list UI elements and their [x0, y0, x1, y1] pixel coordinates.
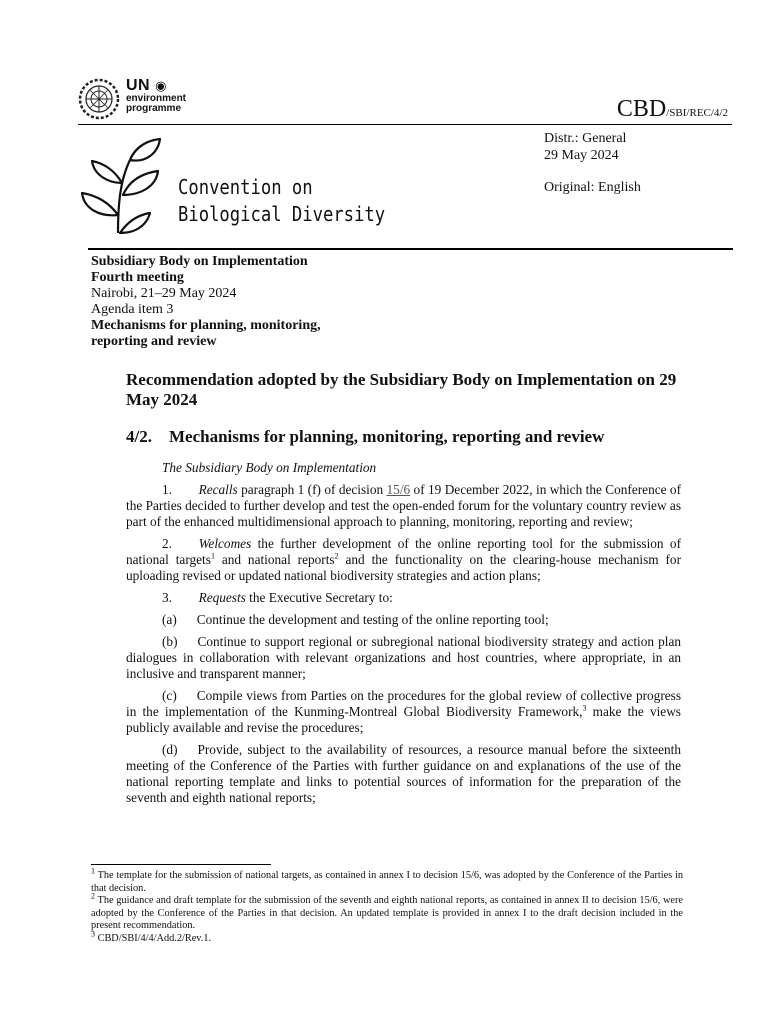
subpara-text: Provide, subject to the availability of resources, a resource manual before the sixteenth meeting of the Conference of the Parties with further guidance on and explanations of the use of the national reporting template and links to potential sources of information for the preparation of the seventh and eighth national reports; — [126, 742, 681, 805]
subparagraph-a — [126, 612, 681, 628]
para-text: the further development of the online reporting tool for the submission of national targets — [126, 536, 681, 567]
subpara-label: (a) — [162, 612, 177, 627]
footnote-2 — [91, 891, 683, 933]
subpara-label: (d) — [162, 742, 178, 757]
operative-verb: Requests — [198, 590, 246, 605]
para-number: 3. — [162, 590, 172, 605]
header-rule-top — [78, 124, 732, 125]
footnote-number: 2 — [91, 891, 95, 901]
paragraph-1 — [126, 482, 681, 530]
decision-link[interactable]: 15/6 — [386, 482, 411, 497]
cbd-name — [178, 174, 385, 228]
document-symbol — [617, 96, 728, 123]
header-rule-main — [88, 248, 733, 250]
cbd-name-line1: Convention on — [178, 175, 313, 199]
para-text: paragraph 1 (f) of decision — [237, 482, 387, 497]
cbd-plant-logo-icon — [78, 135, 168, 235]
recommendation-heading: 4/2. Mechanisms for planning, monitoring, reporting and review — [126, 427, 605, 446]
footnote-number: 1 — [91, 866, 95, 876]
footnote-ref[interactable]: 1 — [210, 551, 215, 561]
footnote-text: CBD/SBI/4/4/Add.2/Rev.1. — [95, 932, 212, 944]
agenda-item: Agenda item 3 — [91, 302, 174, 317]
para-number: 1. — [162, 482, 172, 497]
page-title: Recommendation adopted by the Subsidiary Body on Implementation on 29 May 2024 — [126, 370, 677, 409]
recommendation-body — [126, 460, 681, 812]
original-language: Original: English — [544, 180, 641, 195]
subpara-label: (b) — [162, 634, 178, 649]
subpara-text: make the views publicly available and revise the procedures; — [126, 704, 681, 735]
para-number: 2. — [162, 536, 172, 551]
cbd-name-line2: Biological Diversity — [178, 202, 386, 226]
agenda-title-line2: reporting and review — [91, 334, 217, 349]
footnote-separator — [91, 864, 271, 865]
footnote-ref[interactable]: 3 — [582, 703, 587, 713]
subpara-text: Continue to support regional or subregional national biodiversity strategy and action plan dialogues in collaboration with relevant organizations and host countries, where appropriate, in an inclusive and transparent manner; — [126, 634, 681, 681]
para-text: and national reports — [214, 552, 335, 567]
footnote-text: The template for the submission of national targets, as contained in annex I to decision 15/6, was adopted by the Conference of the Parties in that decision. — [91, 870, 683, 894]
subparagraph-d — [126, 742, 681, 806]
para-text: of 19 December 2022, in which the Conference of the Parties decided to further develop and test the open-ended forum for the voluntary country review as part of the enhanced multidimensional approach to planning, monitoring, reporting and review; — [126, 482, 681, 529]
distribution-info — [544, 130, 626, 164]
subpara-text: Compile views from Parties on the procedures for the global review of collective progress in the implementation of the Kunming-Montreal Global Biodiversity Framework, — [126, 688, 681, 719]
para-text: and the functionality on the clearing-house mechanism for uploading revised or updated national biodiversity strategies and action plans; — [126, 552, 681, 583]
symbol-main: CBD — [616, 96, 667, 122]
subparagraph-c — [126, 688, 681, 736]
un-logo-line2: environment — [126, 93, 187, 104]
un-logo-line3: programme — [126, 103, 182, 114]
subparagraph-b — [126, 634, 681, 682]
subpara-text: Continue the development and testing of the online reporting tool; — [196, 612, 549, 627]
distr-label: Distr.: General — [544, 131, 627, 146]
operative-verb: Recalls — [198, 482, 238, 497]
agenda-title-line1: Mechanisms for planning, monitoring, — [91, 318, 321, 333]
symbol-sub: /SBI/REC/4/2 — [666, 107, 728, 119]
operative-verb: Welcomes — [198, 536, 252, 551]
unep-logo-text — [126, 78, 186, 114]
preamble: The Subsidiary Body on Implementation — [162, 460, 377, 475]
meeting-session: Fourth meeting — [91, 270, 184, 285]
meeting-place-date: Nairobi, 21–29 May 2024 — [91, 286, 237, 301]
paragraph-2 — [126, 536, 681, 584]
para-text: the Executive Secretary to: — [245, 590, 393, 605]
footnote-ref[interactable]: 2 — [334, 551, 339, 561]
meeting-info — [91, 254, 321, 350]
meeting-body: Subsidiary Body on Implementation — [91, 254, 308, 269]
footnote-number: 3 — [91, 929, 95, 939]
subpara-label: (c) — [162, 688, 177, 703]
footnote-1 — [91, 866, 683, 895]
unep-globe-icon: ◉ — [155, 78, 167, 93]
un-logo-line1: UN — [126, 77, 151, 94]
footnotes — [91, 866, 683, 945]
paragraph-3 — [126, 590, 681, 606]
document-date: 29 May 2024 — [544, 148, 619, 163]
footnote-3 — [91, 929, 683, 946]
footnote-text: The guidance and draft template for the submission of the seventh and eighth national reports, as contained in annex II to decision 15/6, were adopted by the Conference of the Parties in that decision. An updated template is provided in annex I to the draft decision included in the present recommendation. — [91, 895, 683, 931]
un-emblem-icon — [78, 78, 120, 120]
